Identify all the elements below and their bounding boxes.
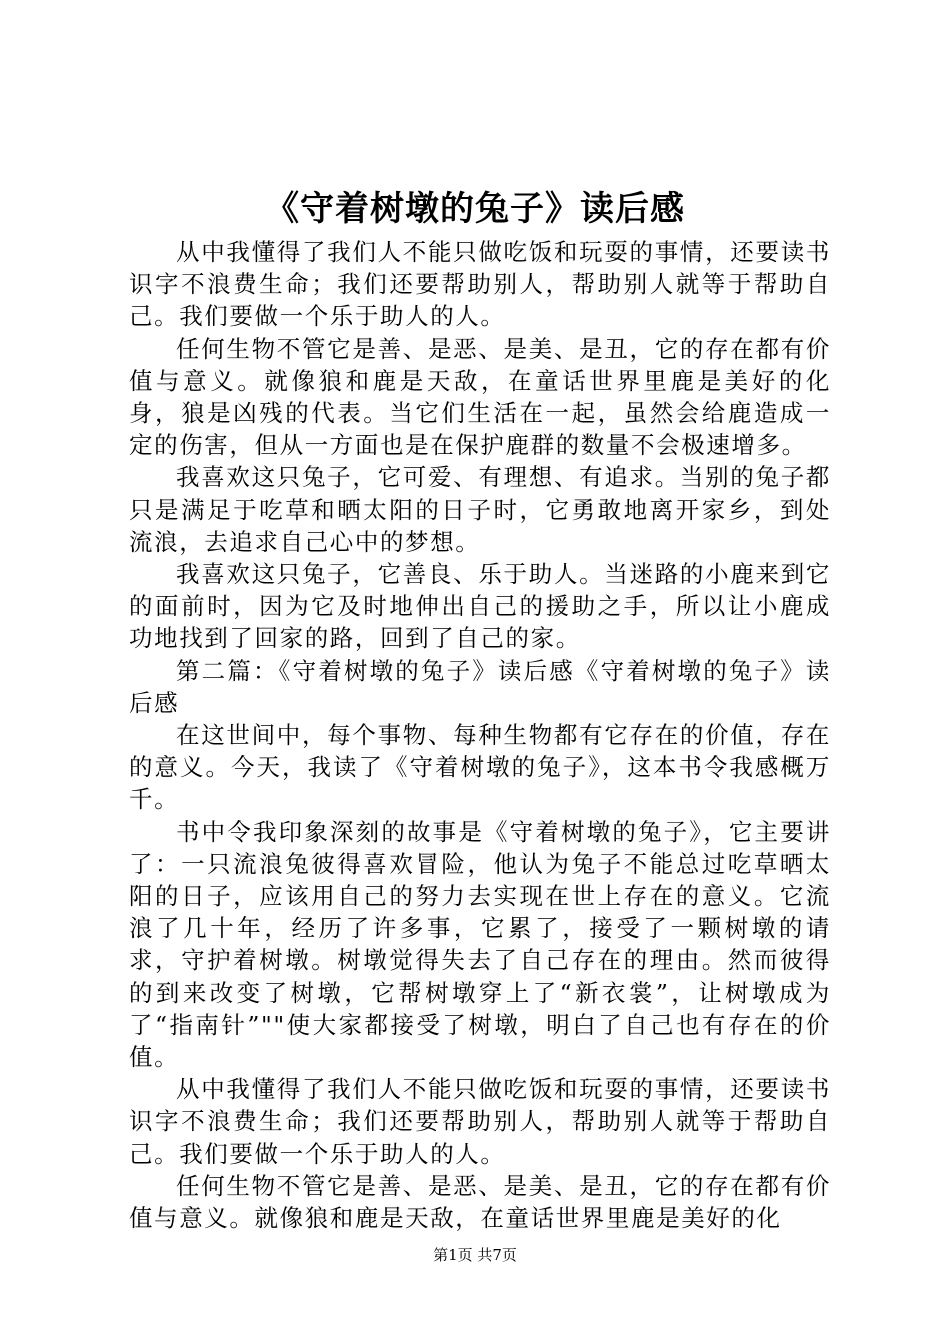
paragraph: 任何生物不管它是善、是恶、是美、是丑，它的存在都有价值与意义。就像狼和鹿是天敌，在童话世界里鹿是美好的化身，狼是凶残的代表。当它们生活在一起，虽然会给鹿造成一定的伤害，但从一方面也是在保护鹿群的数量不会极速增多。: [129, 334, 831, 460]
paragraph: 从中我懂得了我们人不能只做吃饭和玩耍的事情，还要读书识字不浪费生命；我们还要帮助别人，帮助别人就等于帮助自己。我们要做一个乐于助人的人。: [129, 238, 831, 331]
paragraph: 我喜欢这只兔子，它善良、乐于助人。当迷路的小鹿来到它的面前时，因为它及时地伸出自己的援助之手，所以让小鹿成功地找到了回家的路，回到了自己的家。: [129, 560, 831, 653]
paragraph: 任何生物不管它是善、是恶、是美、是丑，它的存在都有价值与意义。就像狼和鹿是天敌，在童话世界里鹿是美好的化: [129, 1171, 831, 1233]
paragraph: 书中令我印象深刻的故事是《守着树墩的兔子》，它主要讲了：一只流浪兔彼得喜欢冒险，他认为兔子不能总过吃草晒太阳的日子，应该用自己的努力去实现在世上存在的意义。它流浪了几十年，经历了许多事，它累了，接受了一颗树墩的请求，守护着树墩。树墩觉得失去了自己存在的理由。然而彼得的到来改变了树墩，它帮树墩穿上了“新衣裳”，让树墩成为了“指南针”""使大家都接受了树墩，明白了自己也有存在的价值。: [129, 817, 831, 1072]
section-heading-paragraph: 第二篇：《守着树墩的兔子》读后感《守着树墩的兔子》读后感: [129, 656, 831, 717]
paragraph: 从中我懂得了我们人不能只做吃饭和玩耍的事情，还要读书识字不浪费生命；我们还要帮助别人，帮助别人就等于帮助自己。我们要做一个乐于助人的人。: [129, 1075, 831, 1168]
paragraph: 我喜欢这只兔子，它可爱、有理想、有追求。当别的兔子都只是满足于吃草和晒太阳的日子时，它勇敢地离开家乡，到处流浪，去追求自己心中的梦想。: [129, 463, 831, 556]
page-number-footer: 第1页 共7页: [433, 1246, 517, 1264]
document-title: 《守着树墩的兔子》读后感: [265, 189, 685, 229]
paragraph: 在这世间中，每个事物、每种生物都有它存在的价值，存在的意义。今天，我读了《守着树墩的兔子》，这本书令我感概万千。: [129, 721, 831, 814]
document-body: [129, 236, 831, 1234]
